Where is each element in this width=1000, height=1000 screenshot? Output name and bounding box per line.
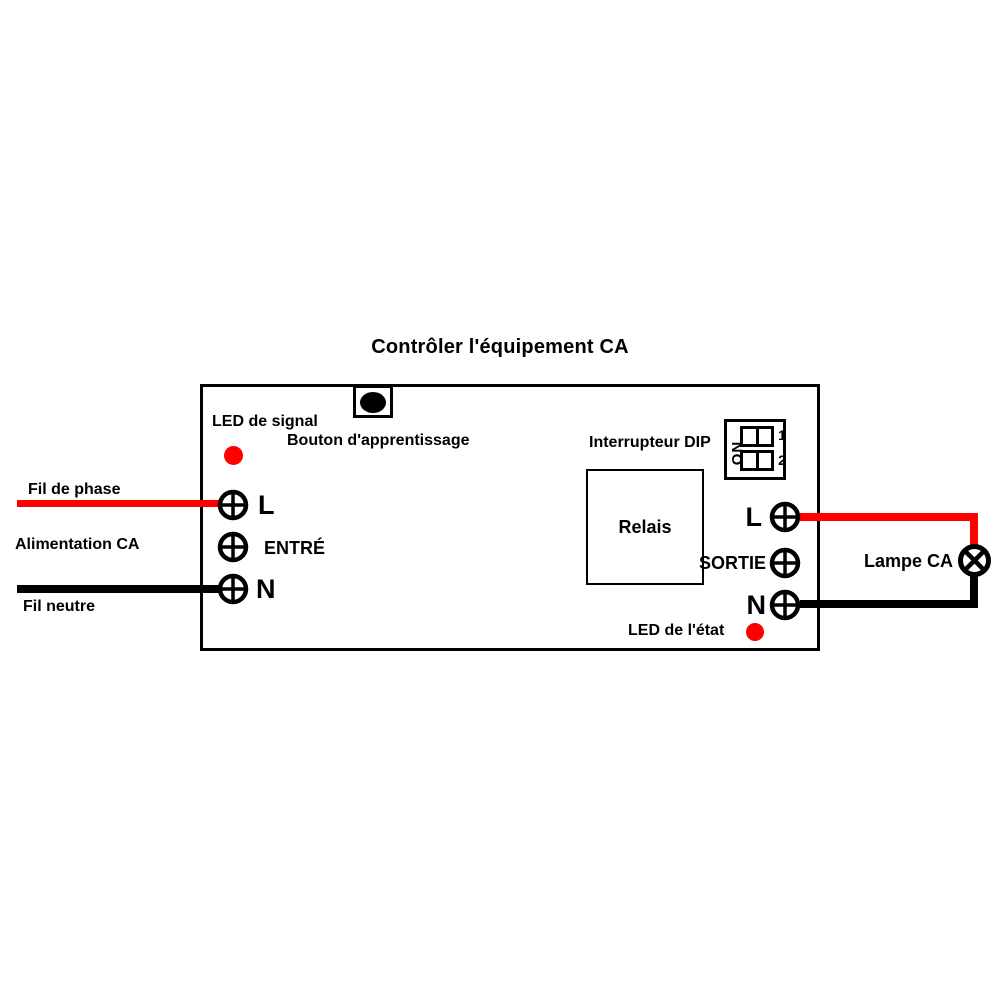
dip-switch-2-cell [759, 453, 772, 468]
lamp-live-wire-horizontal [800, 513, 978, 521]
signal-led-label: LED de signal [212, 413, 318, 430]
lamp-neutral-wire-horizontal [800, 600, 978, 608]
dip-switch-1-cell [743, 429, 759, 444]
lamp-label: Lampe CA [863, 551, 953, 571]
learning-button-label: Bouton d'apprentissage [287, 432, 470, 449]
status-led-label: LED de l'état [628, 622, 725, 639]
terminal-entre-icon [216, 530, 250, 564]
terminal-sortie-label: SORTIE [698, 553, 766, 573]
terminal-N-output-label: N [746, 590, 766, 620]
terminal-N-output-icon [768, 588, 802, 622]
dip-switch-1 [740, 426, 774, 447]
terminal-sortie-icon [768, 546, 802, 580]
dip-switch-2 [740, 450, 774, 471]
ac-supply-label: Alimentation CA [15, 536, 140, 553]
terminal-L-output-label: L [745, 502, 762, 532]
phase-wire [17, 500, 233, 507]
signal-led-icon [224, 446, 243, 465]
learning-button [353, 385, 393, 418]
diagram-title: Contrôler l'équipement CA [371, 336, 629, 358]
lamp-icon [956, 542, 993, 579]
terminal-L-input-label: L [258, 490, 275, 520]
dip-switch-1-cell [759, 429, 772, 444]
dip-switch-2-number: 2 [778, 452, 786, 468]
terminal-L-output-icon [768, 500, 802, 534]
terminal-N-input-icon [216, 572, 250, 606]
dip-switch-1-number: 1 [778, 427, 786, 443]
dip-switch-2-cell [743, 453, 759, 468]
phase-wire-label: Fil de phase [28, 481, 121, 498]
terminal-L-input-icon [216, 488, 250, 522]
learning-button-icon [360, 392, 386, 413]
terminal-N-input-label: N [256, 574, 276, 604]
relay-label: Relais [618, 516, 672, 537]
dip-switch [724, 419, 786, 480]
neutral-wire-label: Fil neutre [23, 598, 96, 615]
dip-switch-label: Interrupteur DIP [589, 434, 711, 451]
dip-on-label: ON [729, 440, 746, 466]
neutral-wire [17, 585, 233, 593]
status-led-icon [746, 623, 764, 641]
terminal-entre-label: ENTRÉ [264, 538, 326, 558]
